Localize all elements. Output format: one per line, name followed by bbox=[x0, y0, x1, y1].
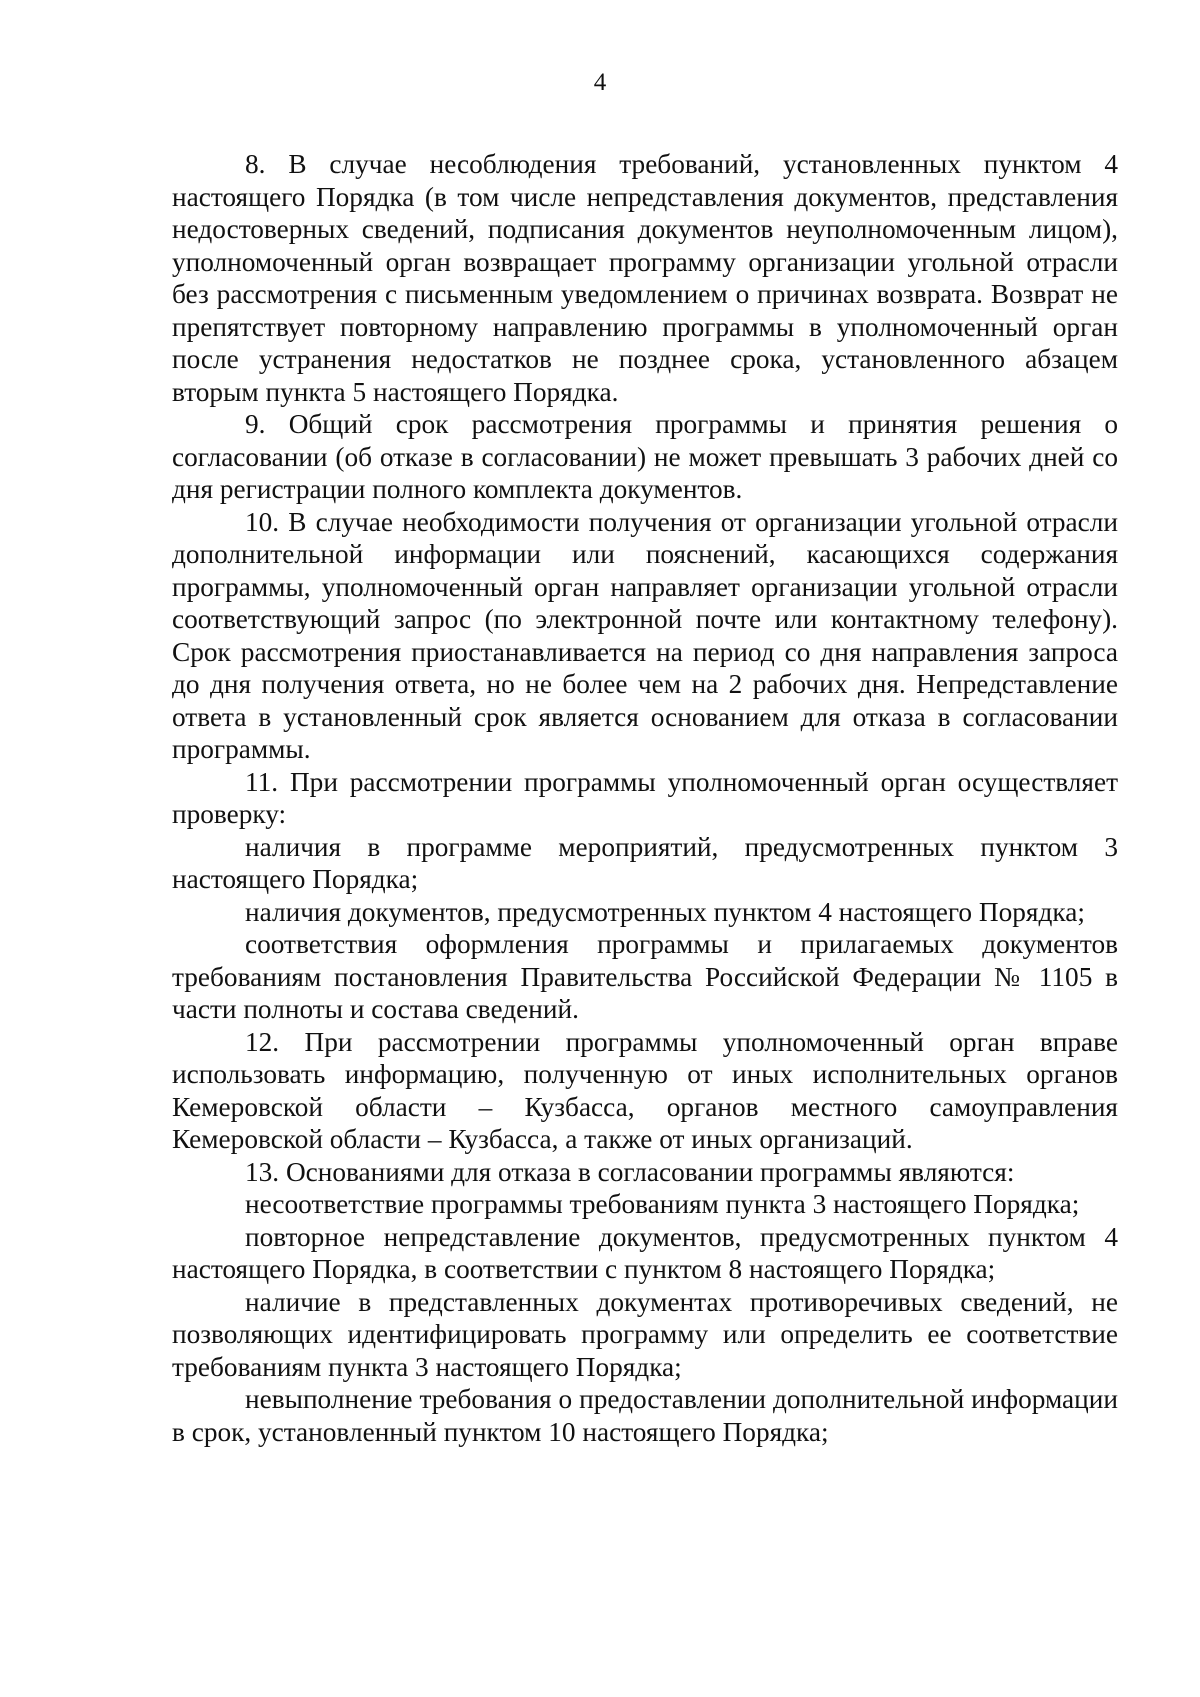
paragraph-11-item-1: наличия в программе мероприятий, предусмотренных пунктом 3 настоящего Порядка; bbox=[172, 831, 1118, 894]
paragraph-13-item-1: несоответствие программы требованиям пункта 3 настоящего Порядка; bbox=[245, 1189, 1080, 1219]
paragraph-13: 13. Основаниями для отказа в согласовании программы являются: bbox=[245, 1156, 1015, 1187]
paragraph-11-item-3: соответствия оформления программы и прилагаемых документов требованиям постановления Правительства Российской Федерации № 1105 в части полноты и состава сведений. bbox=[172, 929, 1118, 1024]
paragraph-13-item-2: повторное непредставление документов, предусмотренных пунктом 4 настоящего Порядка, в соответствии с пунктом 8 настоящего Порядка; bbox=[172, 1221, 1118, 1284]
paragraph-12: 12. При рассмотрении программы уполномоченный орган вправе использовать информацию, полученную от иных исполнительных органов Кемеровской области – Кузбасса, органов местного самоуправления Кемеровской области – Кузбасса, а также от иных организаций. bbox=[172, 1026, 1118, 1154]
paragraph-13-item-4: невыполнение требования о предоставлении дополнительной информации в срок, установленный пунктом 10 настоящего Порядка; bbox=[172, 1384, 1118, 1447]
paragraph-10: 10. В случае необходимости получения от организации угольной отрасли дополнительной информации или пояснений, касающихся содержания программы, уполномоченный орган направляет организации угольной отрасли соответствующий запрос (по электронной почте или контактному телефону). Срок рассмотрения приостанавливается на период со дня направления запроса до дня получения ответа, но не более чем на 2 рабочих дня. Непредставление ответа в установленный срок является основанием для отказа в согласовании программы. bbox=[172, 506, 1118, 764]
paragraph-8: 8. В случае несоблюдения требований, установленных пунктом 4 настоящего Порядка (в том числе непредставления документов, представления недостоверных сведений, подписания документов неуполномоченным лицом), уполномоченный орган возвращает программу организации угольной отрасли без рассмотрения с письменным уведомлением о причинах возврата. Возврат не препятствует повторному направлению программы в уполномоченный орган после устранения недостатков не позднее срока, установленного абзацем вторым пункта 5 настоящего Порядка. bbox=[172, 149, 1118, 407]
paragraph-11-item-2: наличия документов, предусмотренных пунктом 4 настоящего Порядка; bbox=[245, 896, 1085, 927]
document-body bbox=[172, 148, 1118, 1448]
paragraph-11: 11. При рассмотрении программы уполномоченный орган осуществляет проверку: bbox=[172, 766, 1118, 829]
page-number: 4 bbox=[593, 69, 607, 96]
paragraph-9: 9. Общий срок рассмотрения программы и принятия решения о согласовании (об отказе в согласовании) не может превышать 3 рабочих дней со дня регистрации полного комплекта документов. bbox=[172, 409, 1118, 504]
paragraph-13-item-3: наличие в представленных документах противоречивых сведений, не позволяющих идентифицировать программу или определить ее соответствие требованиям пункта 3 настоящего Порядка; bbox=[172, 1286, 1118, 1382]
